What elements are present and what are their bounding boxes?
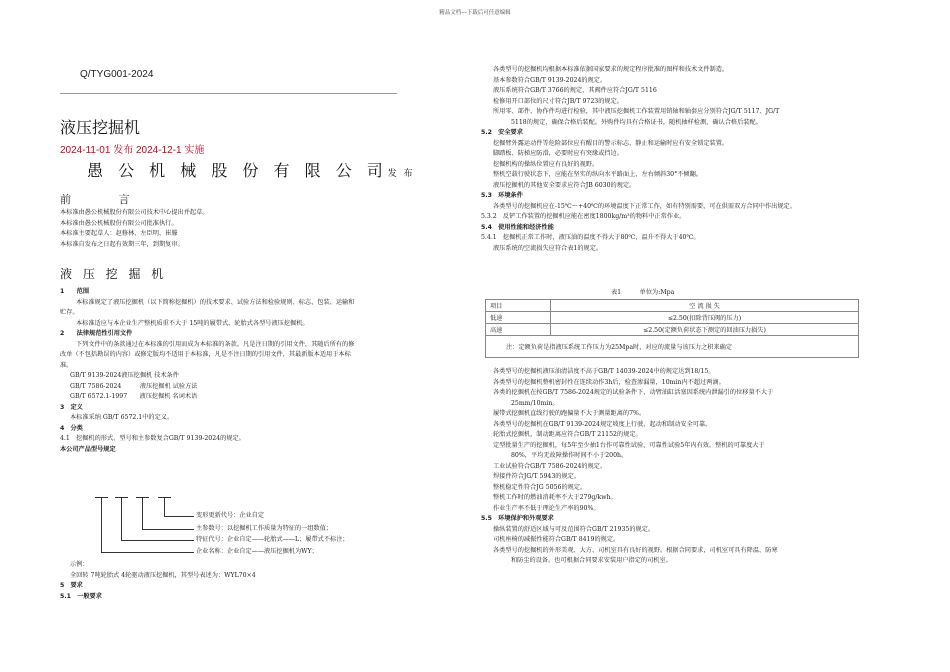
section-requirements: 5 要求 [60,582,83,589]
appearance-line: 各类型号的挖掘机的外形美观、大方、司机室具有良好的视野。根据合同要求，司机室可具有降温、防寒 [493,546,778,554]
right-body-bottom [481,367,881,567]
leader-line [101,552,194,553]
foreword-line: 本标准主要起草人：赵修林、左臣明、崔滕 [60,230,178,237]
references-paragraph: 下列文件中的条款通过在本标准的引用而成为本标准的条款。凡是注日期的引用文件，其随后所有的修 [76,340,355,348]
leader-line [101,498,102,552]
company-name-text: 愚 公 机 械 股 份 有 限 公 司 [87,161,388,180]
general-line: 各类型号的挖掘机均根据本标准依据国家要求的规定程序批准的图样和技术文件制造。 [493,66,729,73]
leader-line [142,498,143,529]
foreword-line: 本标准由愚公机械股份有限公司技术中心提出并起草。 [60,209,209,216]
leader-line [121,498,122,540]
leader-line [142,529,194,530]
table-note-row [486,336,859,358]
body-title: 液 压 挖 掘 机 [60,267,167,281]
foreword-line: 本标准自发布之日起有效期三年，到期复审。 [60,240,184,248]
model-label: 特征代号：企业自定——轮胎式——L；履带式不标注； [196,536,349,543]
document-title: 液压挖掘机 [60,118,141,137]
code-box [158,487,171,498]
table-note: 注：定额负荷是指液压系统工作压力为25Mpa时，对应的流量与该压力之积来确定 [486,336,859,358]
section-scope: 1 范围 [60,288,90,295]
performance-line: 整机工作时的燃油消耗率不大于279g/kwh。 [493,494,617,501]
model-rule-title: 本公司产品型号规定 [60,445,116,453]
environment-line: 5.3.2 反铲工作装置的挖掘机应能在密度1800kg/m³的物料中正常作业。 [481,213,686,220]
classification-text: 4.1 挖掘机的形式、型号和主参数复合GB/T 9139-2024的规定。 [60,435,245,442]
performance-line: 轮胎式挖掘机，制动距离应符合GB/T 21152的规定。 [493,431,642,438]
section-safety: 5.2 安全要求 [481,129,523,136]
table-header-cell: 空 流 损 失 [551,300,859,312]
references-paragraph-cont: 改单（不包括勘误的内容）或修定版均不适用于本标准，凡是不注日期的引用文件，其最新版本适用于本标 [60,351,351,358]
safety-line: 脚踏板、防梯应防滑，必要时应有突缘或挡边。 [493,150,623,157]
performance-line: 液压系统的空流损失应符合表1的规定。 [493,244,603,252]
table-cell: 高速 [486,324,551,336]
leader-line [121,540,194,541]
company-name [87,158,415,181]
table-cell: 低速 [486,312,551,324]
table-row [486,324,859,336]
performance-line: 履带式挖掘机直线行驶的跑偏量不大于测量距离的7%。 [493,410,646,417]
code-box [115,487,128,498]
table-cell: ≤2.50(定额负荷状态下测定的回油压力损失) [551,324,859,336]
table-header-row [486,300,859,312]
performance-line: 各类型号的挖掘机液压油清洁度不高于GB/T 14039-2024中的规定达到18/15。 [493,368,715,375]
table-cell: ≤2.50(扣除背压阀的压力) [551,312,859,324]
performance-line: 各类型号的挖掘机整机密封性在连续动作3h后，检查渗漏量，10min内不超过两滴。 [493,378,725,386]
scope-paragraph-cont: 贮存。 [60,309,79,316]
appearance-line: 操纵装置的舒适区域与可及范围符合GB/T 21935的规定。 [493,525,655,533]
safety-line: 液压挖掘机的其他安全要求应符合JB 6030的规定。 [493,181,636,189]
performance-line: 定型批量生产的挖掘机，每5年至少抽1台作可靠性试验，可靠性试验5年内有效。整机的可靠度大于 [493,441,765,449]
section-classification: 4 分类 [60,424,83,432]
performance-line: 5.4.1 挖掘机正常工作时，液压油的温度不得大于80℃，温升不得大于40℃。 [481,234,700,241]
section-environment: 5.3 环境条件 [481,192,523,199]
references-paragraph-cont: 准。 [60,361,73,369]
safety-line: 挖掘臂外露运动件等危险部位应有醒目的警示标志，静止和运输时应有安全锁定装置。 [493,139,729,147]
scope-applicability: 本标准适应与本企业生产整机质重不大于 15吨的履带式、轮胎式各型号液压挖掘机。 [76,319,309,327]
performance-line: 整机稳定性符合JG 5056的规定。 [493,483,587,491]
table-caption: 表1 单位为:Mpa [611,289,675,296]
performance-line: 25mm/10min。 [511,399,559,407]
table-row [486,312,859,324]
safety-line: 挖掘机构的操纵位置应有良好的视野。 [493,160,599,168]
safety-line: 整机空载行驶状态下，应能在坚实的纵向水平路面上，左右倾斜30°不倾翻。 [493,171,702,178]
right-body-top [481,65,881,254]
header-note: 精品文档---下载后可任意编辑 [439,10,511,16]
foreword-title: 前 言 [60,193,152,206]
left-body [60,287,460,455]
reference-item: GB/T 7586-2024 液压挖掘机 试验方法 [70,382,198,390]
general-line: 所用零、部件、协作件均进行检验，其中液压挖掘机工作装置用销轴和轴套应分别符合JG/T 5117、JG/T [493,108,780,115]
scope-paragraph: 本标准规定了液压挖掘机（以下简称挖掘机）的技术要求、试验方法和检验规则、标志、包装、运输和 [76,298,355,306]
environment-line: 各类型号的挖掘机应在-15℃～+40℃的环境温度下正常工作，如有特别需要，可在供需双方合同中作出规定。 [493,202,796,210]
leader-line [164,498,165,516]
reference-item: GB/T 9139-2024液压挖掘机 技术条件 [70,372,179,379]
foreword-line: 本标准由愚公机械股份有限公司批准执行。 [60,219,178,227]
pressure-loss-table [485,299,859,358]
leader-line [164,516,194,517]
general-line: 液压系统符合GB/T 3766的规定，其阀件应符合JG/T 5116 [493,87,657,94]
appearance-line: 司机座椅的减振性能符合GB/T 8419的规定。 [493,536,620,543]
model-label: 企业名称：企业自定——液压挖掘机为WY； [196,548,318,555]
performance-line: 焊接件符合JG/T 5943的规定。 [493,473,581,480]
foreword-text [60,208,209,250]
example-text: 全回转 7吨轮胎式 4轮驱动液压挖掘机，其型号表述为：WYL70×4 [70,571,256,579]
model-label: 主参数号：以挖掘机工作质量为特征的一组数值； [196,525,333,532]
left-tail [60,560,256,602]
performance-line: 工业试验符合GB/T 7586-2024的规定。 [493,462,607,470]
standard-number: Q/TYG001-2024 [80,69,154,80]
definitions-text: 本标准采纳 GB/T 6572.1中的定义。 [70,414,174,421]
code-box [136,487,149,498]
performance-line: 作业生产率不低于理论生产率的90%。 [493,504,600,512]
issue-dates: 2024-11-01 发布 2024-12-1 实施 [60,145,205,156]
general-line: 基本参数符合GB/T 9139-2024的规定。 [493,76,607,84]
header-rule [60,93,397,94]
model-label: 变形更新代号：企业自定 [196,512,265,519]
performance-line: 各类型号的挖掘机在GB/T 9139-2024规定坡度上行驶、起动和制动安全可靠。 [493,420,712,428]
appearance-line: 和防尘的设备。也可根据合同要求安装用户指定的司机室。 [511,557,672,564]
section-references: 2 法律规范性引用文件 [60,330,133,337]
section-general-requirements: 5.1 一般要求 [60,592,102,600]
publish-label: 发 布 [387,169,415,179]
section-performance: 5.4 使用性能和经济性能 [481,223,554,231]
example-label: 示例： [70,561,89,568]
section-definitions: 3 定义 [60,403,83,411]
code-box [95,487,108,498]
general-line: 5118的规定，确保合格后装配。外购件均具有合格证书，随机抽样检测，确认合格后装配。 [511,118,762,126]
general-line: 检修用开口部位的尺寸符合JB/T 9723的规定。 [493,97,623,105]
table-header-cell: 项目 [486,300,551,312]
section-appearance: 5.5 环境保护和外观要求 [481,515,554,522]
performance-line: 80%，平均无故障操作时间不小于200h。 [511,452,628,459]
reference-item: GB/T 6572.1-1997 液压挖掘机 名词术语 [70,393,198,400]
performance-line: 各类的挖掘机在按GB/T 7586-2024规定的试验条件下，动臂油缸活塞因系统内泄漏引的位移量不大于 [493,389,774,396]
